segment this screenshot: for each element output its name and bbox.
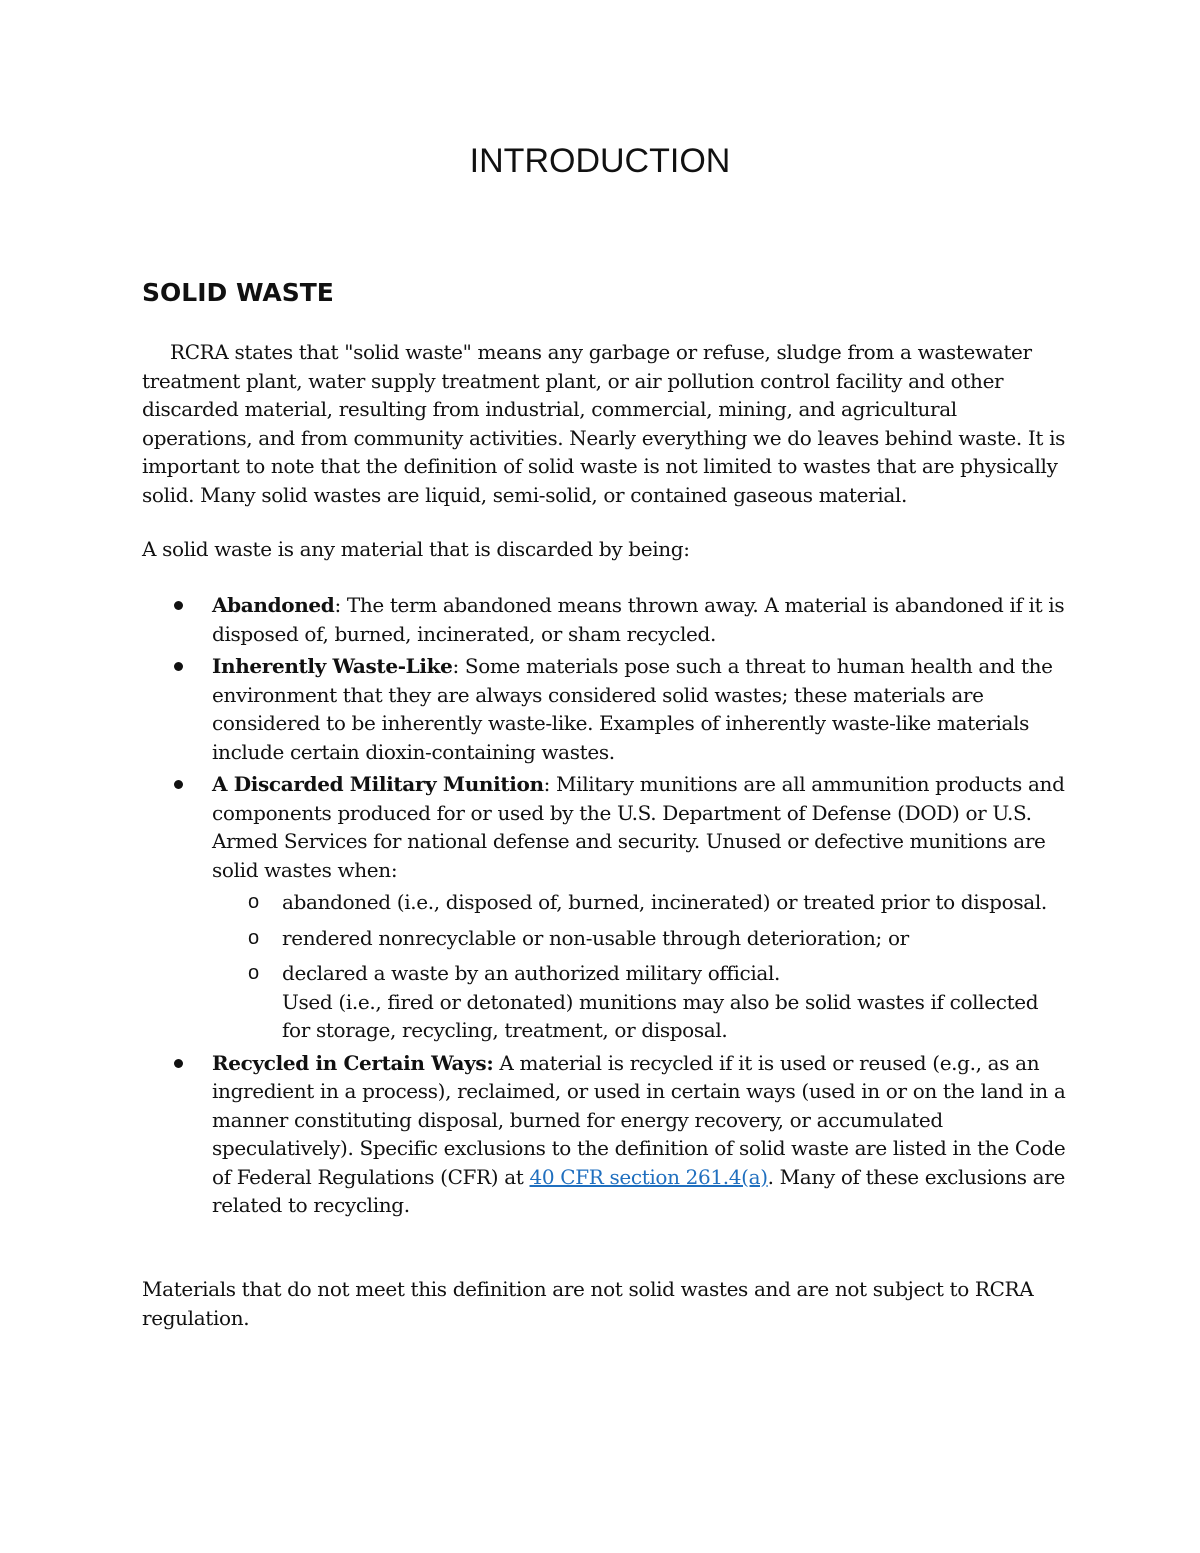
text-military-munition: : Military munitions are all ammunition products and components produced for or used by the U.S. Department of Defense (DOD) or U.S. Armed Services for national defense and security. Unused or defective munitions are solid wastes when: [212, 772, 1065, 882]
term-abandoned: Abandoned [212, 593, 335, 617]
term-inherently-waste-like: Inherently Waste-Like [212, 654, 453, 678]
circle-bullet-icon: o [248, 926, 259, 949]
term-recycled: Recycled in Certain Ways: [212, 1050, 494, 1075]
document-title: INTRODUCTION [469, 142, 731, 180]
sub-item-text: abandoned (i.e., disposed of, burned, incinerated) or treated prior to disposal. [282, 890, 1047, 914]
lead-in-text: A solid waste is any material that is discarded by being: [142, 537, 690, 561]
section-heading: SOLID WASTE [142, 278, 334, 307]
munition-sublist [212, 888, 1072, 988]
closing-paragraph: Materials that do not meet this definition are not solid wastes and are not subject to RCRA regulation. [142, 1277, 1034, 1330]
text-recycled-before-link: A material is recycled if it is used or reused (e.g., as an ingredient in a process), reclaimed, or used in certain ways (used in or on the land in a manner constituting disposal, burned for energy recovery, or accumulated speculatively). Specific exclusions to the definition of solid waste are listed in the Code of Federal Regulations (CFR) at [212, 1050, 1066, 1189]
term-military-munition: A Discarded Military Munition [212, 772, 544, 796]
intro-paragraph [142, 338, 1067, 509]
text-abandoned: : The term abandoned means thrown away. A material is abandoned if it is disposed of, burned, incinerated, or sham recycled. [212, 593, 1065, 646]
definition-list [142, 591, 1072, 1224]
circle-bullet-icon: o [248, 962, 259, 984]
list-item-abandoned [142, 591, 1072, 648]
munition-sub-note: Used (i.e., fired or detonated) munitions may also be solid wastes if collected for storage, recycling, treatment, or disposal. [282, 989, 1039, 1042]
sub-item-text: rendered nonrecyclable or non-usable through deterioration; or [282, 925, 909, 950]
sub-list-item [212, 959, 1072, 988]
sub-list-item [212, 924, 1072, 953]
bullet-icon [174, 780, 183, 789]
cfr-section-link[interactable]: 40 CFR section 261.4(a) [529, 1164, 768, 1189]
bullet-icon [174, 601, 183, 610]
list-item-recycled [142, 1049, 1072, 1220]
sub-list-item [212, 888, 1072, 917]
sub-item-text: declared a waste by an authorized military official. [282, 961, 781, 985]
intro-paragraph-text: RCRA states that "solid waste" means any garbage or refuse, sludge from a wastewater treatment plant, water supply treatment plant, or air pollution control facility and other discarded material, resulting from industrial, commercial, mining, and agricultural operations, and from community activities. Nearly everything we do leaves behind waste. It is important to note that the definition of solid waste is not limited to wastes that are physically solid. Many solid wastes are liquid, semi-solid, or contained gaseous material. [142, 340, 1066, 507]
list-item-military-munition [142, 770, 1072, 1045]
text-recycled-after-link: . Many of these exclusions are related to recycling. [212, 1164, 1065, 1217]
bullet-icon [174, 662, 183, 671]
circle-bullet-icon: o [248, 891, 259, 913]
text-inherently-waste-like: : Some materials pose such a threat to human health and the environment that they are always considered solid wastes; these materials are considered to be inherently waste-like. Examples of inherently waste-like materials include certain dioxin-containing wastes. [212, 654, 1053, 764]
list-item-inherently-waste-like [142, 652, 1072, 766]
bullet-icon [174, 1059, 183, 1068]
